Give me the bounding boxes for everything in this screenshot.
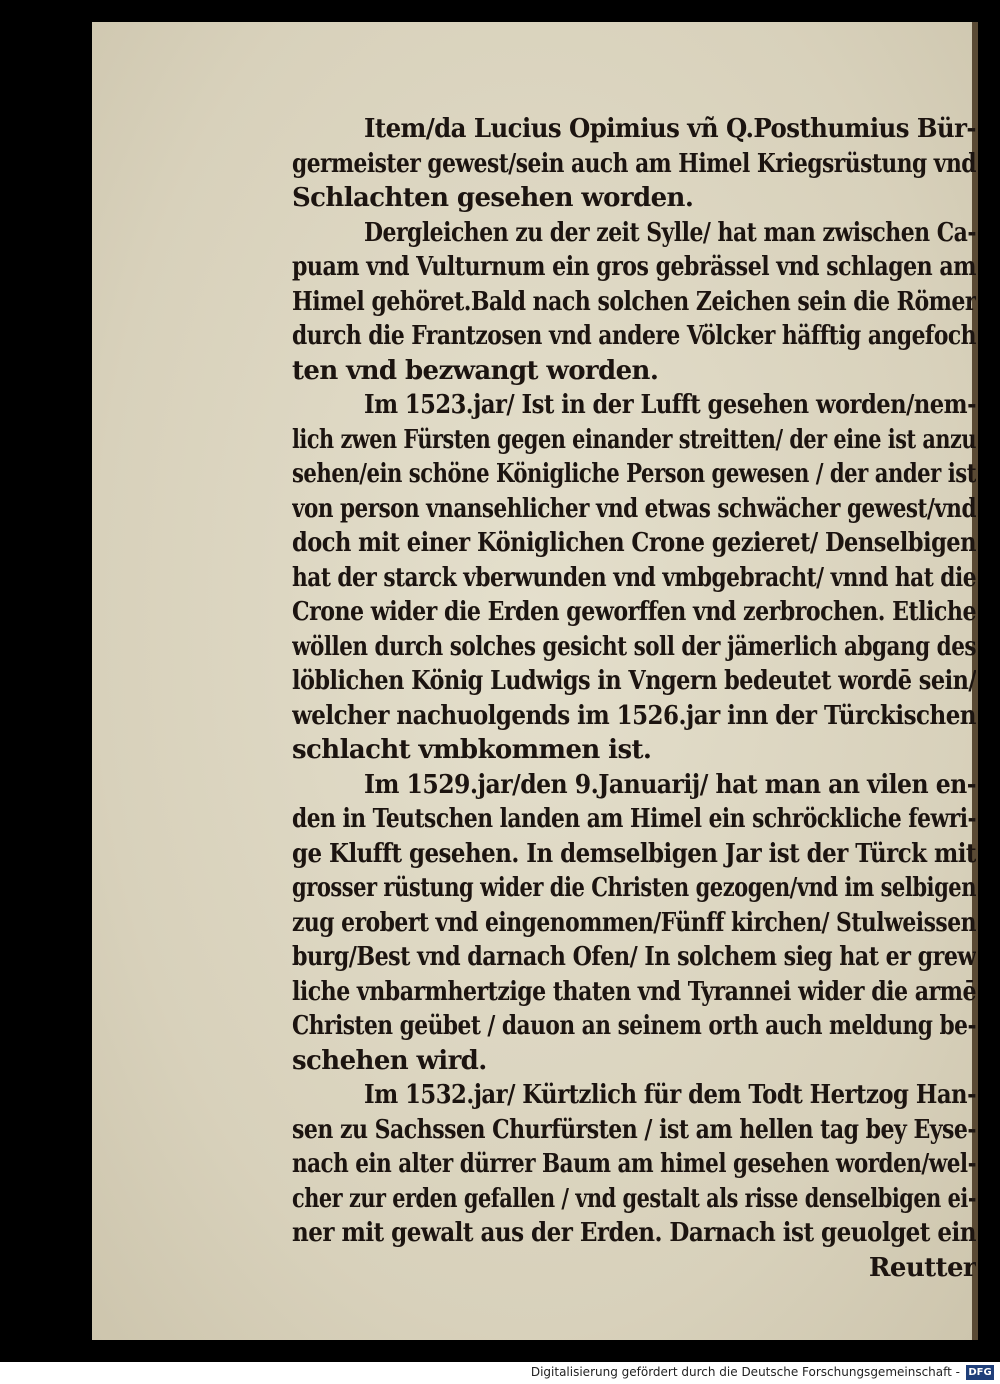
text-line: schehen wird. (292, 1045, 487, 1076)
text-line: schlacht vmbkommen ist. (292, 735, 652, 765)
text-line: Schlachten gesehen worden. (292, 183, 694, 213)
text-line: liche vnbarmhertzige thaten vnd Tyrannei wider die armē (292, 976, 976, 1007)
text-line: hat der starck vberwunden vnd vmbgebracht/ vnnd hat die (292, 562, 976, 593)
text-line: Im 1529.jar/den 9.Januarij/ hat man an vilen en- (364, 769, 976, 800)
dfg-logo: DFG (966, 1365, 994, 1380)
text-line: grosser rüstung wider die Christen gezogen/vnd im selbigen (292, 873, 976, 903)
text-line: Item/da Lucius Opimius vñ Q.Posthumius Bür- (364, 114, 976, 144)
text-line: burg/Best vnd darnach Ofen/ In solchem sieg hat er grew (292, 942, 976, 972)
text-line: Im 1532.jar/ Kürtzlich für dem Todt Hertzog Han- (364, 1080, 976, 1110)
text-line: Crone wider die Erden geworffen vnd zerbrochen. Etliche (292, 597, 976, 627)
text-line: puam vnd Vulturnum ein gros gebrässel vnd schlagen am (292, 252, 976, 282)
text-line: löblichen König Ludwigs in Vngern bedeutet wordē sein/ (292, 666, 976, 696)
text-line: welcher nachuolgends im 1526.jar inn der Türckischen (292, 700, 976, 731)
text-line: cher zur erden gefallen / vnd gestalt als risse denselbigen ei- (292, 1183, 976, 1214)
text-line: doch mit einer Königlichen Crone gezieret/ Denselbigen (292, 528, 976, 558)
text-line: Im 1523.jar/ Ist in der Lufft gesehen worden/nem- (364, 390, 976, 420)
text-line: den in Teutschen landen am Himel ein schröckliche fewri- (292, 804, 976, 834)
text-line: ten vnd bezwangt worden. (292, 355, 659, 386)
text-line: wöllen durch solches gesicht soll der jämerlich abgang des (292, 631, 976, 662)
text-line: von person vnansehlicher vnd etwas schwächer gewest/vnd (292, 493, 976, 524)
text-line: zug erobert vnd eingenommen/Fünff kirchen/ Stulweissen (292, 907, 976, 938)
text-line: sen zu Sachssen Churfürsten / ist am hellen tag bey Eyse- (292, 1114, 976, 1145)
text-line: Dergleichen zu der zeit Sylle/ hat man zwischen Ca- (364, 217, 976, 248)
text-line: ner mit gewalt aus der Erden. Darnach ist geuolget ein (292, 1218, 976, 1248)
text-line: durch die Frantzosen vnd andere Völcker häfftig angefoch (292, 321, 976, 351)
body-text (292, 112, 976, 1285)
digitization-footer (0, 1362, 1000, 1384)
text-line: nach ein alter dürrer Baum am himel gesehen worden/wel- (292, 1149, 976, 1179)
text-line: sehen/ein schöne Königliche Person gewesen / der ander ist (292, 459, 976, 489)
text-line: lich zwen Fürsten gegen einander streitten/ der eine ist anzu (292, 424, 976, 455)
text-line: Christen geübet / dauon an seinem orth auch meldung be- (292, 1011, 976, 1041)
text-line: Himel gehöret.Bald nach solchen Zeichen sein die Römer (292, 286, 976, 317)
text-line: ge Klufft gesehen. In demselbigen Jar ist der Türck mit (292, 838, 976, 869)
text-line: germeister gewest/sein auch am Himel Kriegsrüstung vnd (292, 148, 976, 179)
funding-credit: Digitalisierung gefördert durch die Deutsche Forschungsgemeinschaft - (530, 1365, 960, 1379)
catchword: Reutter (868, 1252, 976, 1283)
